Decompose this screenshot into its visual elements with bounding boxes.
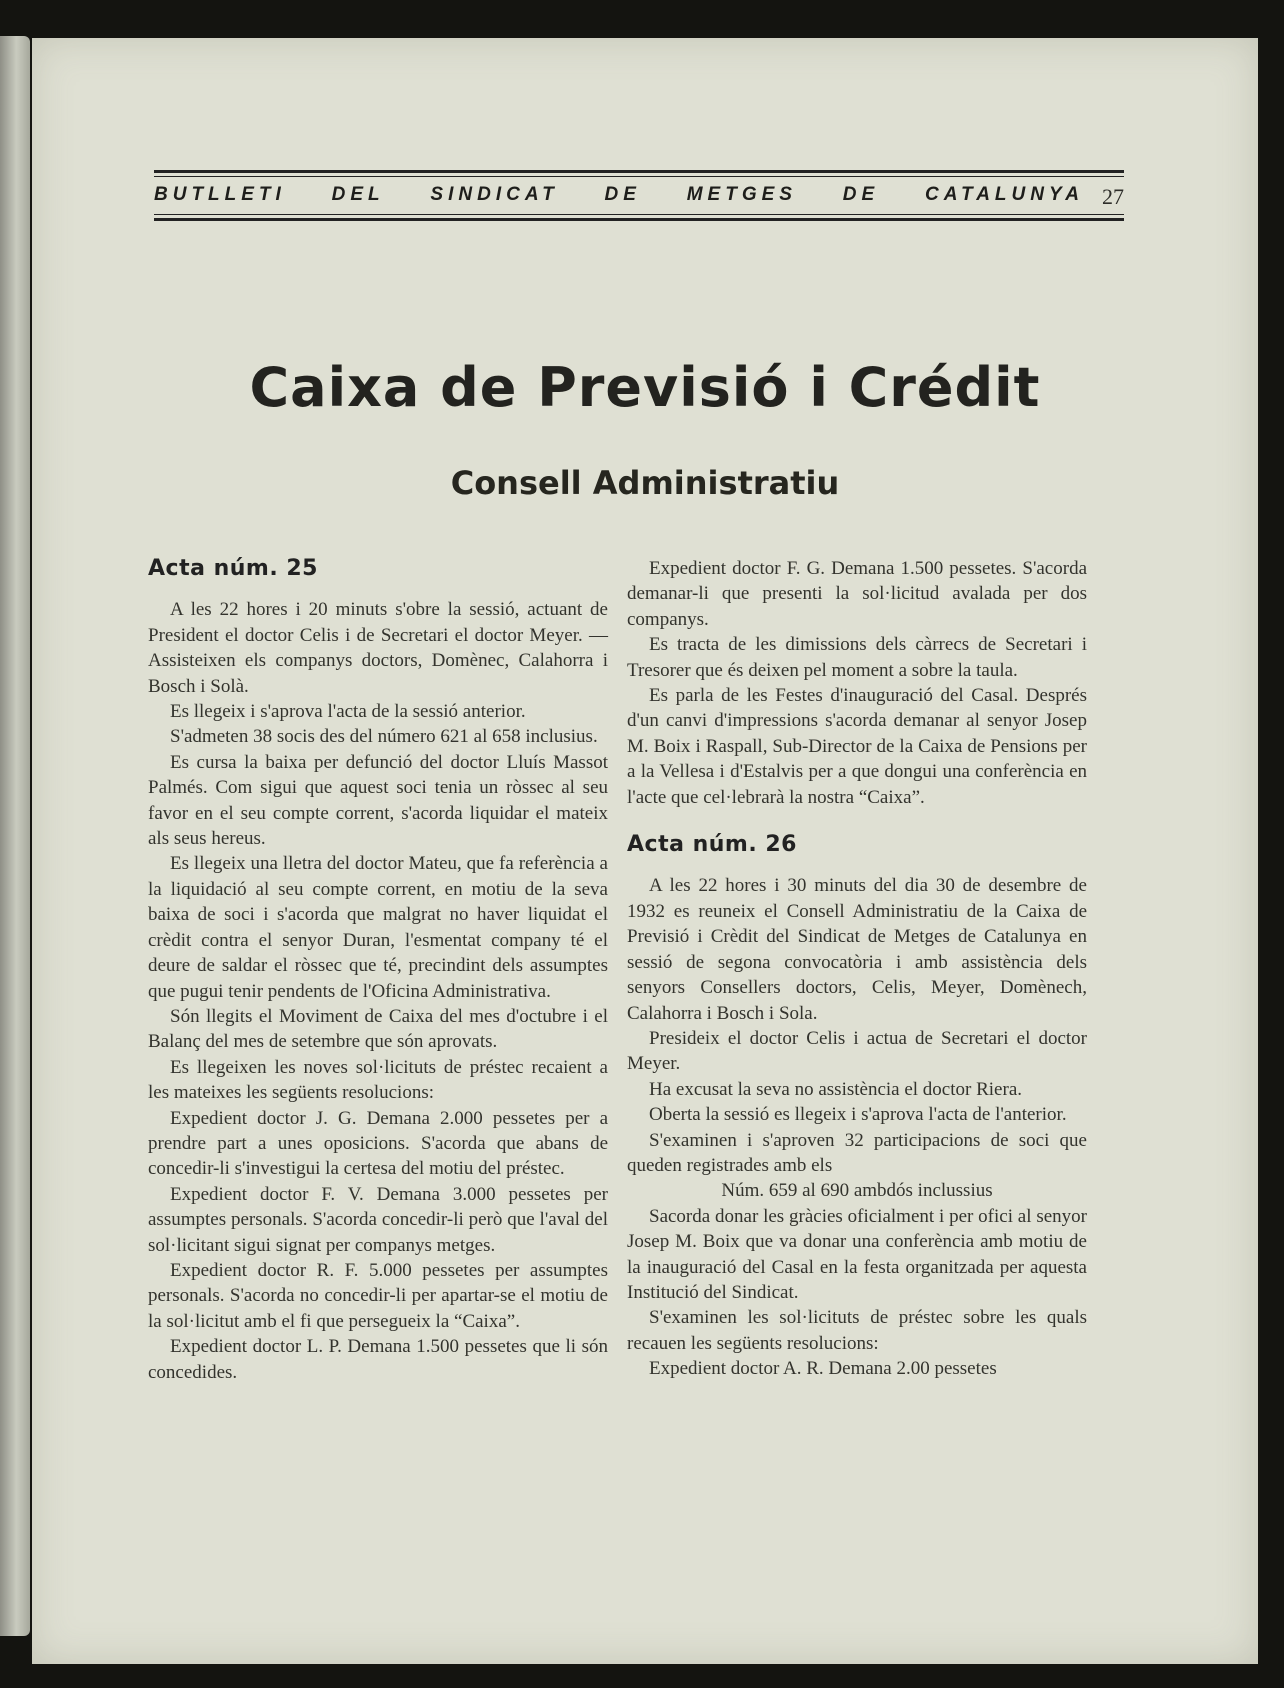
acta-25-heading: Acta núm. 25 — [148, 556, 318, 581]
paragraph: Sacorda donar les gràcies oficialment i per ofici al senyor Josep M. Boix que va donar una conferència amb motiu de la inauguració del Casal en la festa organitzada per aquesta Institució del Sindicat. — [627, 1205, 1087, 1303]
page-number: 27 — [1102, 184, 1124, 209]
paragraph: Expedient doctor F. V. Demana 3.000 pessetes per assumptes personals. S'acorda concedir-li però que l'aval del sol·licitant sigui signat per companys metges. — [148, 1183, 608, 1256]
journal-title-word: DE — [842, 184, 880, 205]
running-head — [154, 130, 1124, 240]
paragraph: S'examinen i s'aproven 32 participacions de soci que queden registrades amb els — [627, 1129, 1087, 1176]
header-rule-bottom-thin — [154, 214, 1124, 215]
acta-26-heading: Acta núm. 26 — [627, 832, 797, 858]
paragraph: Expedient doctor F. G. Demana 1.500 pessetes. S'acorda demanar-li que presenti la sol·licitud avalada per dos companys. — [627, 558, 1087, 630]
paragraph: Es llegeix i s'aprova l'acta de la sessió anterior. — [170, 701, 526, 723]
paragraph: S'examinen les sol·licituts de préstec sobre les quals recauen les següents resolucions: — [627, 1307, 1087, 1354]
paragraph: Presideix el doctor Celis i actua de Secretari el doctor Meyer. — [627, 1027, 1087, 1075]
paragraph: Expedient doctor R. F. 5.000 pessetes per assumptes personals. S'acorda no concedir-li per apartar-se el motiu de la sol·licitut amb el fi que persegueix la “Caixa”. — [148, 1259, 608, 1332]
journal-title-word: METGES — [686, 184, 797, 205]
article-title: Caixa de Previsió i Crédit — [249, 356, 1041, 419]
paragraph: S'admeten 38 socis des del número 621 al 658 inclusius. — [170, 726, 598, 748]
right-column — [627, 556, 1087, 1382]
header-rule-top-thin — [154, 176, 1124, 177]
paragraph: Són llegits el Moviment de Caixa del mes d'octubre i el Balanç del mes de setembre que són aprovats. — [148, 1005, 608, 1053]
page — [32, 38, 1258, 1664]
journal-title-word: SINDICAT — [430, 184, 559, 205]
journal-title-word: DE — [604, 184, 641, 205]
journal-title-word: BUTLLETI — [154, 184, 286, 205]
paragraph: Expedient doctor L. P. Demana 1.500 pessetes que li són concedides. — [148, 1336, 608, 1383]
journal-title — [154, 184, 1084, 206]
paragraph: A les 22 hores i 30 minuts del dia 30 de desembre de 1932 es reuneix el Consell Administratiu de la Caixa de Previsió i Crèdit del Sindicat de Metges de Catalunya en sessió de segona convocatòria i amb assistència dels senyors Consellers doctors, Celis, Meyer, Domènech, Calahorra i Bosch i Sola. — [627, 875, 1087, 1024]
paragraph: Expedient doctor J. G. Demana 2.000 pessetes per a prendre part a unes oposicions. S'acorda que abans de concedir-li s'investigui la certesa del motiu del préstec. — [148, 1107, 608, 1180]
paragraph: Es parla de les Festes d'inauguració del Casal. Després d'un canvi d'impressions s'acorda demanar al senyor Josep M. Boix i Raspall, Sub-Director de la Caixa de Pensions per a la Vellesa i d'Estalvis per a que dongui una conferència en l'acte que cel·lebrarà la nostra “Caixa”. — [627, 685, 1087, 808]
paragraph: Es tracta de les dimissions dels càrrecs de Secretari i Tresorer que és deixen pel moment a sobre la taula. — [627, 634, 1087, 681]
paragraph: A les 22 hores i 20 minuts s'obre la sessió, actuant de President el doctor Celis i de Secretari el doctor Meyer. — Assisteixen els companys doctors, Domènec, Calahorra i Bosch i Solà. — [148, 599, 608, 697]
paragraph: Ha excusat la seva no assistència el doctor Riera. — [649, 1078, 1022, 1100]
journal-title-word: CATALUNYA — [924, 184, 1084, 205]
book-spine-edge — [0, 36, 30, 1636]
article-subtitle: Consell Administratiu — [450, 464, 840, 502]
paragraph: Oberta la sessió es llegeix i s'aprova l'acta de l'anterior. — [649, 1104, 1067, 1126]
header-rule-top — [154, 170, 1124, 173]
paragraph: Expedient doctor A. R. Demana 2.00 pessetes — [649, 1358, 997, 1380]
paragraph-centered: Núm. 659 al 690 ambdós inclussius — [721, 1180, 993, 1202]
journal-title-word: DEL — [331, 184, 385, 205]
paragraph: Es llegeixen les noves sol·licituts de préstec recaient a les mateixes les següents resolucions: — [148, 1056, 608, 1104]
header-rule-bottom — [154, 218, 1124, 221]
left-column — [148, 556, 608, 1385]
paragraph: Es cursa la baixa per defunció del doctor Lluís Massot Palmés. Com sigui que aquest soci tenia un ròssec al seu favor en el seu compte corrent, s'acorda liquidar el mateix als seus hereus. — [148, 751, 608, 850]
paragraph: Es llegeix una lletra del doctor Mateu, que fa referència a la liquidació al seu compte corrent, en motiu de la seva baixa de soci i s'acorda que malgrat no haver liquidat el crèdit contra el senyor Duran, l'esmentat company té el deure de saldar el ròssec que té, precindint dels assumptes que pugui tenir pendents de l'Oficina Administrativa. — [148, 853, 608, 1002]
